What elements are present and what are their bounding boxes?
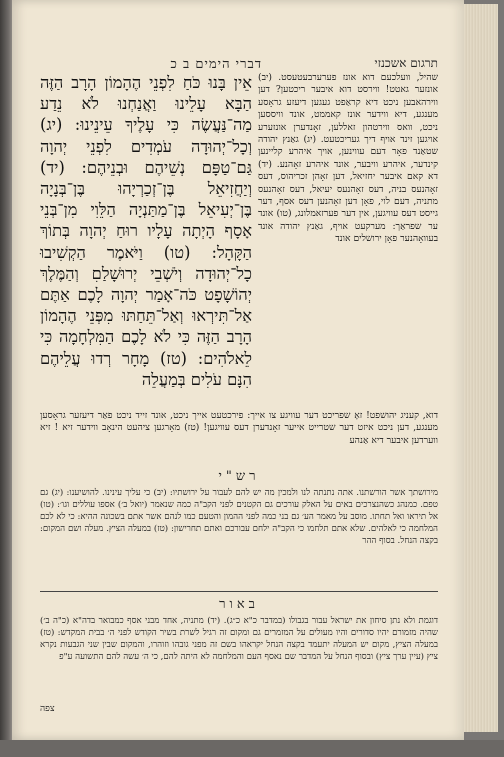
section-divider — [40, 591, 438, 592]
targum-continuation — [40, 410, 438, 460]
running-header-target: תרגום אשכנזי — [374, 56, 438, 70]
rashi-commentary — [40, 487, 438, 583]
hebrew-bible-text: אֵין בָּנוּ כֹּחַ לִפְנֵי הֶהָמוֹן הָרָב הַזֶּה הַבָּא עָלֵינוּ וַאֲנַחְנוּ לֹא נֵדַע מַה־נַּעֲשֶׂה כִּי עָלֶיךָ עֵינֵינוּ: (יג) וְכָל־יְהוּדָה עֹמְדִים לִפְנֵי יְהוָה גַּם־טַפָּם נְשֵׁיהֶם וּבְנֵיהֶם: (יד) וְיַחֲזִיאֵל בֶּן־זְכַרְיָהוּ בֶּן־בְּנָיָה בֶּן־יְעִיאֵל בֶּן־מַתַּנְיָה הַלֵּוִי מִן־בְּנֵי אָסָף הָיְתָה עָלָיו רוּחַ יְהוָה בְּתוֹךְ הַקָּהָל: (טו) וַיֹּאמֶר הַקְשִׁיבוּ כָל־יְהוּדָה וְיֹשְׁבֵי יְרוּשָׁלַםִ וְהַמֶּלֶךְ יְהוֹשָׁפָט כֹּה־אָמַר יְהוָה לָכֶם אַתֶּם אַל־תִּירְאוּ וְאַל־תֵּחַתּוּ מִפְּנֵי הֶהָמוֹן הָרָב הַזֶּה כִּי לֹא לָכֶם הַמִּלְחָמָה כִּי לֵאלֹהִים: (טז) מָחָר רְדוּ עֲלֵיהֶם הִנָּם עֹלִים בְּמַעֲלֵה — [40, 73, 252, 389]
targum-continuation-text: דוא, קעניג יהושפט! זאָ שפריכט דער עוויגע צו אייך: פירכטעט אייך ניכט, אונד זייד ניכט פאַר דיעזער גראָסען מענגע, דען ניכט איזט דער שטרייט אייער זאָנדערן דעס עוויגען! (טז) מאָרגען ציהעט הינאָב ווידער זיא ! זיא ווערדען איבער דיא אַנהע — [40, 410, 438, 446]
biur-commentary-text: דוגמת ולא נתן סיחון את ישראל עבור בגבולו (במדבר כ"א כ״ג). (יד) מתניה, אחד מבני אסף כמבואר בדה"א (כ"ה ב׳) שהיה מזמורם יהיו סדורים והיו מעולים על המזמרים גם ומקום זה רגיל לשרת בשיר הקודש לפני ה׳ בבית המקדש: (טז) במעלה הציץ, מקום יש המעלה יתעמד בקצה הנחל יקראהו בשם זה מפני גובהו וזוהרו, והמקום שבין שני הגבעות נקרא ציץ (עיין ערך ציץ) ובסוף הנחל על המדבר שם נאסף העם והמלחמה לא היתה להם, כי ה׳ עשה להם התשועה ע"פ — [40, 616, 438, 662]
book-binding-gutter — [0, 0, 12, 757]
catchword: צפה — [40, 704, 55, 714]
running-header-book: דברי הימים ב כ — [170, 57, 262, 72]
page-edges — [464, 4, 498, 732]
biur-commentary — [40, 615, 438, 705]
rashi-commentary-text: מירושתך אשר הורשתנו. אתה נתנתה לנו ולמכין מה יש להם לעבור על ירושתיו: (יב) כי עליך עינינו. להושיענו: (יג) גם טפם. כמנהג כשהנצרכים באים על האלק עורכים גם הקטנים לפני הקב"ה כמה שנאמר (יואל ב׳) אספו עוללים וגו׳: (טו) אל תיראו ואל תחתו. מוסב על מאמר הע׳ גם בני כמה לפני ההמון והטעם כמו לנהם אשר אתם בשכונה ההיא: כי לא לכם המלחמה כי לאלהים. שלא אתם תלחמו כי הקב"ה ילחם עבורכם ואתם תחרישון: (טז) במעלה הציץ. מעלה ושם המקום: בקצה הנחל. בסוף ההר — [40, 488, 438, 546]
rashi-heading: רש"י — [218, 469, 260, 484]
targum-column-text: שהיל, וועלכעם דוא אונז פערערבעטעסט. (יב) אונזער גאטט! ווירסט דוא איבער ריכטען? דען ווירהאבען ניכט דיא קראַפט געגען דיעזע גראָסע מענגע, דיא ווידער אונז קאממט, אונד וויססען ניכט, וואס ווירטהון זאללען, זאָנדערן אונזערע אויגען זינד אויף דיך געריכטעט. (יג) גאַנץ יהודה שטאַנד פאָר דעם עווינען, אויך איהרע קליינען קינדער, איהרע וויבער, אונד איהרע זאָהנע. (יד) דא קאם איבער יחזיאל, דען זאָהן זכריהוס, דעס זאָהנעס בניה, דעס זאָהנעס יעיאל, דעס זאָהנעס מתניה, דעם לוי, פאָן דען זאָהנען דעס אסף, דער גייסט דעס עוויגען, אין דער פערזאמלונג, (טו) אונד ער שפראַך: מערקעט אויף, גאַנץ יהודה אונד בעוואָהנער פאָן ירושלים אונד — [258, 72, 438, 245]
bottom-shadow — [0, 740, 504, 757]
biur-heading: באור — [219, 597, 259, 612]
hebrew-bible-column — [40, 72, 252, 410]
